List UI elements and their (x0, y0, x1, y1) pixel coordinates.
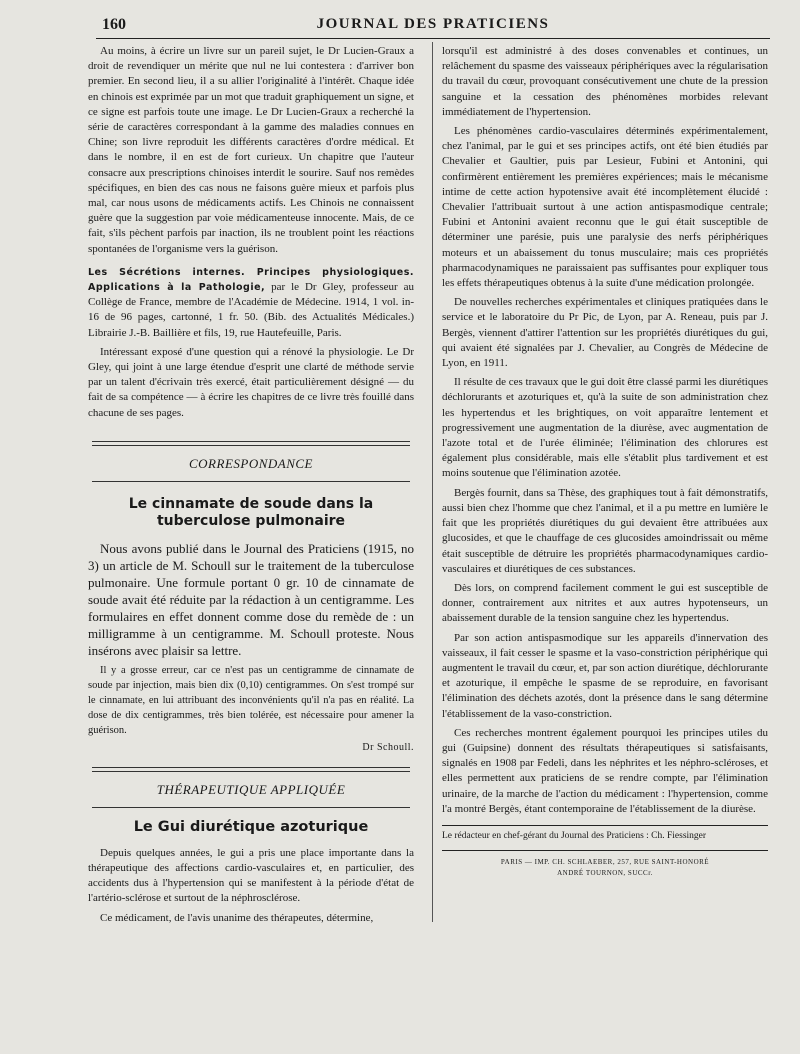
section-heading-correspondance: CORRESPONDANCE (189, 455, 313, 471)
article-title: Le Gui diurétique azoturique (133, 819, 369, 836)
article-paragraph: lorsqu'il est administré à des doses convenables et continues, un relâchement du spasme des vaisseaux périphériques avec la régularisation du travail du cœur, provoquant consécutivement une chute de la pression sanguine et la cessation des phénomènes morbides relevant immédiatement de l'hypertension. (442, 45, 768, 118)
book-details: par le Dr Gley, professeur au Collège de France, membre de l'Académie de Médecine. 1914, 1 vol. in-16 de 96 pages, cartonné, 1 fr. 50. (Bib. des Actualités Médicales.) Librairie J.-B. Baillière et fils, 19, rue Hautefeuille, Paris. (88, 281, 414, 339)
article-paragraph: Ces recherches montrent également pourquoi les principes utiles du gui (Guipsine) donnent des résultats thérapeutiques si satisfaisants, signalés en 1908 par Fedeli, dans les néphrites et les néphro-scléroses, et elles permettent aux praticiens de se rendre compte, par l'élimination urinaire, de la marche de l'action du médicament : l'hypertension, comme l'a montré Bergès, étant contemporaine de l'établissement de la diurèse. (442, 726, 768, 815)
footer-rule (442, 825, 768, 826)
book-title: Les Sécrétions internes. Principes physiologiques. Applications à la Pathologie, (88, 266, 414, 294)
article-paragraph: Dès lors, on comprend facilement comment le gui est susceptible de donner, contrairement aux nitrites et aux autres hypotenseurs, un abaissement durable de la tension sanguine chez les hypertendus. (442, 581, 768, 625)
article-paragraph: Il y a grosse erreur, car ce n'est pas un centigramme de cinnamate de soude par injection, mais bien dix (0,10) centigrammes. On s'est trompé sur le cinnamate, en lui attribuant des inconvénients qu'il n'a pas en réalité. La dose de dix centigrammes, très bien tolérée, est nécessaire pour amener la guérison. (88, 665, 414, 737)
printer-address: PARIS — IMP. CH. SCHLAEBER, 257, RUE SAINT-HONORÉ (500, 858, 710, 867)
article-paragraph: Les phénomènes cardio-vasculaires déterminés expérimentalement, chez l'animal, par le gui et ses principes actifs, ont été bien étudiés par Chevalier et Gaultier, puis par Lesieur, Fubini et Antonini, qui confirmèrent entièrement les premières expériences; mais le mécanisme intime de cette action hypotensive avait été incomplètement élucidé : Chevalier l'attribuait surtout à une action antispasmodique centrale; Fubini et Antonini avaient reconnu que le gui était susceptible de déterminer une parésie, puis une paralysie des nerfs périphériques moteurs et un abaissement du tonus musculaire; mais ces propriétés pharmacodynamiques ne paraissaient pas suffisantes pour expliquer tous les effets thérapeutiques obtenus à la suite d'une médication prolongée. (442, 125, 768, 290)
section-heading-therapeutique: THÉRAPEUTIQUE APPLIQUÉE (156, 782, 346, 798)
article-paragraph: Depuis quelques années, le gui a pris une place importante dans la thérapeutique des affections cardio-vasculaires et, en particulier, des accidents dus à l'hypertension qui se manifestent à la période d'état de l'artério-sclérose et surtout de la néphrosclérose. (88, 846, 414, 905)
article-title: Le cinnamate de soude dans la tuberculose pulmonaire (128, 496, 374, 530)
article-paragraph: De nouvelles recherches expérimentales et cliniques pratiquées dans le service et le laboratoire du Pr Pic, de Lyon, par A. Reneau, puis par J. Bergès, viennent d'attirer l'attention sur les propriétés diurétiques du gui, qui avaient été signalées par J. Chevalier, au Congrès de Médecine de Lyon, en 1911. (442, 296, 768, 370)
article-lead-paragraph: Nous avons publié dans le Journal des Praticiens (1915, no 3) un article de M. Schoull sur le traitement de la tuberculose pulmonaire. Une formule portant 0 gr. 10 de cinnamate de soude avait été réduite par la rédaction à un centigramme. Les formulaires en effet donnent comme dose du remède de : un milligramme à un centigramme. M. Schoull proteste. Nous insérons avec plaisir sa lettre. (88, 541, 414, 659)
intro-paragraph: Au moins, à écrire un livre sur un pareil sujet, le Dr Lucien-Graux a droit de revendiquer un mérite que nul ne lui contestera : d'arriver bon premier. En second lieu, il a su allier l'originalité à l'intérêt. Chaque idée en chinois est exprimée par un mot que traduit graphiquement un signe, et ce signe est parfois toute une image. Le Dr Lucien-Graux a recherché la série de caractères correspondant à la gamme des maladies connues en Chine; son livre reproduit les différents caractères d'ordre médical. Et dans le nombre, il en est de fort curieux. Un chapitre que l'auteur consacre aux prescriptions chinoises interdit le sourire. Sauf nos remèdes spécifiques, en bien des cas nous ne faisons guère mieux et parfois plus mal, car nous usons de médicaments actifs. Les Chinois ne connaissent guère que la suggestion par voie médicamenteuse innocente. Mais, de ce fait, s'ils pèchent parfois par inaction, ils ne troublent point les réactions spontanées de l'organisme vers la guérison. (88, 45, 414, 255)
section-rule (92, 767, 410, 772)
section-rule (92, 441, 410, 446)
printer-successor: ANDRÉ TOURNON, SUCCr. (557, 869, 653, 878)
column-divider (432, 42, 433, 922)
page-number: 160 (102, 16, 126, 33)
right-column (442, 44, 768, 879)
journal-title: JOURNAL DES PRATICIENS (316, 16, 550, 32)
book-review (88, 265, 414, 341)
section-rule (92, 481, 410, 482)
article-paragraph: Il résulte de ces travaux que le gui doit être classé parmi les diurétiques déchlorurants et azoturiques et, qu'à la suite de son administration chez les hypertendus et les brightiques, on voit apparaître lentement et progressivement une augmentation de la diurèse, avec augmentation de l'azote total et de l'urée éliminée; l'élimination des chlorures est également plus considérable, mais elle s'établit plus tardivement et est moins soutenue que l'élimination azotée. (442, 376, 768, 480)
article-paragraph: Ce médicament, de l'avis unanime des thérapeutes, détermine, (100, 911, 374, 924)
signature: Dr Schoull. (362, 742, 414, 754)
printer-line (442, 857, 768, 879)
review-paragraph: Intéressant exposé d'une question qui a rénové la physiologie. Le Dr Gley, qui joint à une large étendue d'esprit une clarté de méthode servie par un talent d'écrivain très exercé, était particulièrement désigné — du fait de sa compétence — à écrire les chapitres de ce livre très fouillé dans chacune de ses pages. (88, 345, 414, 419)
section-rule (92, 807, 410, 808)
running-head (96, 10, 770, 39)
editor-line: Le rédacteur en chef-gérant du Journal des Praticiens : Ch. Fiessinger (442, 830, 707, 841)
article-paragraph: Bergès fournit, dans sa Thèse, des graphiques tout à fait démonstratifs, aussi bien chez l'homme que chez l'animal, et il a pu mettre en lumière le fait que les propriétés diurétiques du gui devaient être attribuées aux glucosides, et que le chauffage de ces glucosides amoindrissait ou même était susceptible de détruire les propriétés pharmacodynamiques cardio-vasculaires et diurétiques de ces substances. (442, 486, 768, 575)
footer-rule (442, 850, 768, 851)
left-column (88, 44, 414, 926)
article-paragraph: Par son action antispasmodique sur les appareils d'innervation des vaisseaux, il fait cesser le spasme et la vaso-constriction périphérique qui augmentent le travail du cœur, et, par son action diurétique, déchlorurante et azoturique, il empêche le spasme de se reproduire, en favorisant l'élimination des déchets azotés, dont la présence dans le sang détermine l'établissement de la vaso-constriction. (442, 631, 768, 720)
